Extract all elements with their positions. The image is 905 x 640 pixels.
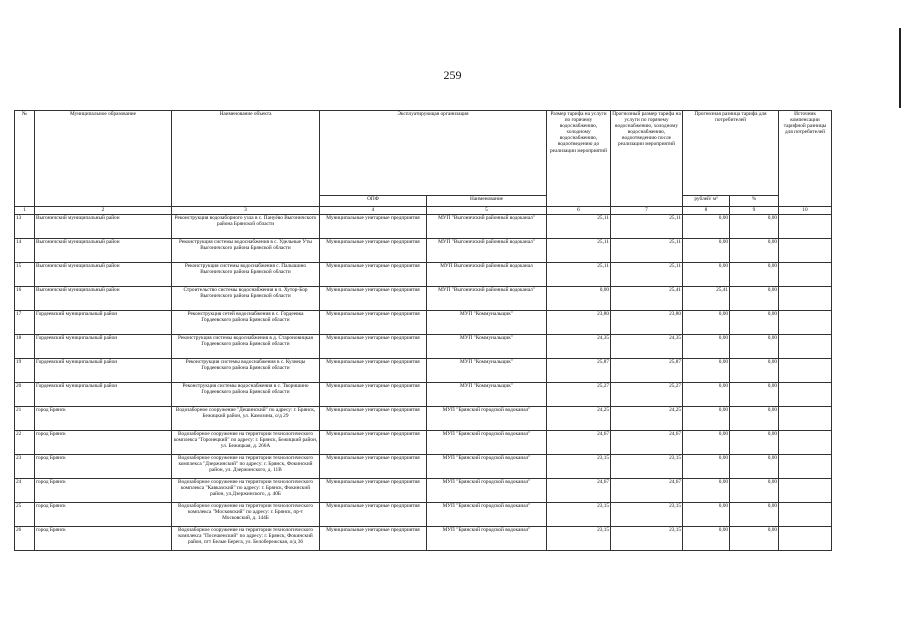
- scan-edge-mark: [899, 28, 901, 108]
- opf-cell: Муниципальные унитарные предприятия: [320, 503, 427, 527]
- municipality-cell: Гордеевский муниципальный район: [35, 359, 172, 383]
- table-row: [15, 383, 832, 407]
- table-row: [15, 335, 832, 359]
- header-forecast-size: Прогнозный размер тарифа на услуги по горячему водоснабжению, холодному водоснабжению, водоотведению после реализации мероприятий: [611, 111, 683, 207]
- percent-cell: 0,00: [730, 287, 779, 311]
- tariff-table: [14, 110, 832, 551]
- tariff-after-cell: 24,25: [611, 407, 683, 431]
- percent-cell: 0,00: [730, 311, 779, 335]
- organization-cell: МУП "Брянский городской водоканал": [427, 407, 547, 431]
- object-cell: Реконструкция системы водоснабжения в с. Удельные Уты Выгоничского района Брянской области: [172, 239, 320, 263]
- tariff-after-cell: 25,27: [611, 383, 683, 407]
- col-number: 10: [779, 207, 832, 215]
- percent-cell: 0,00: [730, 407, 779, 431]
- header-object: Наименование объекта: [172, 111, 320, 207]
- object-cell: Реконструкция системы водоснабжения в с. Кузнецы Гордеевского района Брянской области: [172, 359, 320, 383]
- tariff-after-cell: 25,11: [611, 239, 683, 263]
- object-cell: Водозаборное сооружение на территории технологического комплекса "Посешенский" по адресу: г. Брянск, Фокинский район, пгт Белые Берега, ул. Белобережская, о/д 36: [172, 527, 320, 551]
- organization-cell: МУП "Выгоничский районный водоканал": [427, 215, 547, 239]
- municipality-cell: Гордеевский муниципальный район: [35, 383, 172, 407]
- object-cell: Реконструкция системы водоснабжения в д. Староновицкая Гордеевского района Брянской области: [172, 335, 320, 359]
- row-number: 21: [15, 407, 35, 431]
- header-forecast-diff: Прогнозная разница тарифа для потребителей: [683, 111, 779, 196]
- tariff-before-cell: 25,11: [547, 263, 611, 287]
- diff-cell: 0,00: [683, 455, 730, 479]
- header-num: №: [15, 111, 35, 207]
- object-cell: Водозаборное сооружение на территории технологического комплекса "Дзержинский" по адресу: г. Брянск, Фокинский район, ул. Дзержинского, д. 11В: [172, 455, 320, 479]
- table-row: [15, 431, 832, 455]
- tariff-before-cell: 25,11: [547, 215, 611, 239]
- row-number: 17: [15, 311, 35, 335]
- source-cell: [779, 479, 832, 503]
- tariff-before-cell: 24,35: [547, 335, 611, 359]
- table-body: [15, 215, 832, 551]
- percent-cell: 0,00: [730, 359, 779, 383]
- table-row: [15, 215, 832, 239]
- opf-cell: Муниципальные унитарные предприятия: [320, 383, 427, 407]
- table-row: [15, 311, 832, 335]
- object-cell: Реконструкция сетей водоснабжения в с. Гордеевка Гордеевского района Брянской области: [172, 311, 320, 335]
- organization-cell: МУП "Брянский городской водоканал": [427, 455, 547, 479]
- diff-cell: 0,00: [683, 431, 730, 455]
- source-cell: [779, 431, 832, 455]
- col-number: 2: [35, 207, 172, 215]
- tariff-after-cell: 23,15: [611, 527, 683, 551]
- table-row: [15, 455, 832, 479]
- organization-cell: МУП "Брянский городской водоканал": [427, 503, 547, 527]
- row-number: 25: [15, 503, 35, 527]
- source-cell: [779, 359, 832, 383]
- tariff-after-cell: 23,80: [611, 311, 683, 335]
- tariff-before-cell: 23,15: [547, 455, 611, 479]
- header-municipality: Муниципальное образование: [35, 111, 172, 207]
- col-number: 6: [547, 207, 611, 215]
- municipality-cell: город Брянск: [35, 479, 172, 503]
- object-cell: Реконструкция системы водоснабжения с. Палышино Выгоничского района Брянской области: [172, 263, 320, 287]
- table-row: [15, 359, 832, 383]
- diff-cell: 0,00: [683, 503, 730, 527]
- percent-cell: 0,00: [730, 527, 779, 551]
- diff-cell: 0,00: [683, 479, 730, 503]
- row-number: 24: [15, 479, 35, 503]
- diff-cell: 0,00: [683, 335, 730, 359]
- row-number: 16: [15, 287, 35, 311]
- opf-cell: Муниципальные унитарные предприятия: [320, 407, 427, 431]
- opf-cell: Муниципальные унитарные предприятия: [320, 335, 427, 359]
- organization-cell: МУП "Коммунальщик": [427, 383, 547, 407]
- tariff-after-cell: 25,41: [611, 287, 683, 311]
- row-number: 20: [15, 383, 35, 407]
- opf-cell: Муниципальные унитарные предприятия: [320, 359, 427, 383]
- col-number: 1: [15, 207, 35, 215]
- tariff-before-cell: 23,15: [547, 527, 611, 551]
- row-number: 26: [15, 527, 35, 551]
- tariff-before-cell: 24,67: [547, 479, 611, 503]
- percent-cell: 0,00: [730, 503, 779, 527]
- col-number: 5: [427, 207, 547, 215]
- opf-cell: Муниципальные унитарные предприятия: [320, 455, 427, 479]
- table-row: [15, 479, 832, 503]
- source-cell: [779, 503, 832, 527]
- diff-cell: 0,00: [683, 239, 730, 263]
- organization-cell: МУП "Коммунальщик": [427, 359, 547, 383]
- tariff-after-cell: 24,67: [611, 479, 683, 503]
- diff-cell: 0,00: [683, 383, 730, 407]
- municipality-cell: Выгоничский муниципальный район: [35, 263, 172, 287]
- source-cell: [779, 455, 832, 479]
- row-number: 14: [15, 239, 35, 263]
- tariff-after-cell: 23,15: [611, 503, 683, 527]
- column-number-row: [15, 207, 832, 215]
- organization-cell: МУП Выгоничский районный водоканал: [427, 263, 547, 287]
- opf-cell: Муниципальные унитарные предприятия: [320, 431, 427, 455]
- tariff-before-cell: 25,11: [547, 239, 611, 263]
- opf-cell: Муниципальные унитарные предприятия: [320, 263, 427, 287]
- opf-cell: Муниципальные унитарные предприятия: [320, 239, 427, 263]
- tariff-before-cell: 23,15: [547, 503, 611, 527]
- col-number: 4: [320, 207, 427, 215]
- percent-cell: 0,00: [730, 383, 779, 407]
- header-operator: Эксплуатирующая организация: [320, 111, 547, 196]
- municipality-cell: Выгоничский муниципальный район: [35, 215, 172, 239]
- page-number: 259: [443, 68, 462, 82]
- municipality-cell: Выгоничский муниципальный район: [35, 239, 172, 263]
- object-cell: Водозаборное сооружение на территории технологического комплекса "Московский" по адресу: г. Брянск, пр-т Московский, д. 144Б: [172, 503, 320, 527]
- tariff-after-cell: 25,11: [611, 263, 683, 287]
- percent-cell: 0,00: [730, 335, 779, 359]
- diff-cell: 0,00: [683, 263, 730, 287]
- organization-cell: МУП "Выгоничский районный водоканал": [427, 287, 547, 311]
- header-tariff-size: Размер тарифа на услуги по горячему водоснабжению, холодному водоснабжению, водоотведению до реализации мероприятий: [547, 111, 611, 207]
- source-cell: [779, 215, 832, 239]
- organization-cell: МУП "Брянский городской водоканал": [427, 431, 547, 455]
- table-row: [15, 263, 832, 287]
- organization-cell: МУП "Выгоничский районный водоканал": [427, 239, 547, 263]
- tariff-before-cell: 24,67: [547, 431, 611, 455]
- header-source: Источник компенсации тарифной разницы для потребителей: [779, 111, 832, 207]
- col-number: 9: [730, 207, 779, 215]
- municipality-cell: город Брянск: [35, 503, 172, 527]
- row-number: 22: [15, 431, 35, 455]
- table-row: [15, 239, 832, 263]
- tariff-before-cell: 23,80: [547, 311, 611, 335]
- table-row: [15, 527, 832, 551]
- percent-cell: 0,00: [730, 263, 779, 287]
- header-opf: ОПФ: [320, 196, 427, 207]
- opf-cell: Муниципальные унитарные предприятия: [320, 479, 427, 503]
- municipality-cell: город Брянск: [35, 527, 172, 551]
- source-cell: [779, 335, 832, 359]
- tariff-after-cell: 25,87: [611, 359, 683, 383]
- tariff-after-cell: 24,35: [611, 335, 683, 359]
- object-cell: Водозаборное сооружение "Дешинский" по адресу: г. Брянск, Бежицкий район, ул. Камозина, о/д 29: [172, 407, 320, 431]
- opf-cell: Муниципальные унитарные предприятия: [320, 311, 427, 335]
- organization-cell: МУП "Брянский городской водоканал": [427, 479, 547, 503]
- municipality-cell: Выгоничский муниципальный район: [35, 287, 172, 311]
- source-cell: [779, 383, 832, 407]
- organization-cell: МУП "Брянский городской водоканал": [427, 527, 547, 551]
- col-number: 8: [683, 207, 730, 215]
- tariff-after-cell: 25,11: [611, 215, 683, 239]
- diff-cell: 0,00: [683, 407, 730, 431]
- diff-cell: 0,00: [683, 359, 730, 383]
- diff-cell: 0,00: [683, 215, 730, 239]
- percent-cell: 0,00: [730, 239, 779, 263]
- tariff-after-cell: 24,67: [611, 431, 683, 455]
- diff-cell: 0,00: [683, 311, 730, 335]
- table-row: [15, 287, 832, 311]
- opf-cell: Муниципальные унитарные предприятия: [320, 527, 427, 551]
- table-row: [15, 503, 832, 527]
- table-row: [15, 407, 832, 431]
- tariff-before-cell: 25,87: [547, 359, 611, 383]
- municipality-cell: город Брянск: [35, 407, 172, 431]
- municipality-cell: Гордеевский муниципальный район: [35, 335, 172, 359]
- tariff-before-cell: 25,27: [547, 383, 611, 407]
- source-cell: [779, 263, 832, 287]
- row-number: 15: [15, 263, 35, 287]
- header-percent: %: [730, 196, 779, 207]
- opf-cell: Муниципальные унитарные предприятия: [320, 215, 427, 239]
- opf-cell: Муниципальные унитарные предприятия: [320, 287, 427, 311]
- object-cell: Реконструкция водозаборного узла в с. Пануёво Выгоничского района Брянской области: [172, 215, 320, 239]
- percent-cell: 0,00: [730, 479, 779, 503]
- municipality-cell: город Брянск: [35, 455, 172, 479]
- organization-cell: МУП "Коммунальщик": [427, 335, 547, 359]
- row-number: 19: [15, 359, 35, 383]
- col-number: 3: [172, 207, 320, 215]
- header-row: [15, 111, 832, 196]
- header-name: Наименование: [427, 196, 547, 207]
- source-cell: [779, 407, 832, 431]
- tariff-before-cell: 0,00: [547, 287, 611, 311]
- organization-cell: МУП "Коммунальщик": [427, 311, 547, 335]
- row-number: 23: [15, 455, 35, 479]
- object-cell: Строительство системы водоснабжения в п. Хутор-Бор Выгоничского района Брянской области: [172, 287, 320, 311]
- object-cell: Реконструкция системы водоснабжения в с. Творишино Гордеевского района Брянской области: [172, 383, 320, 407]
- source-cell: [779, 239, 832, 263]
- source-cell: [779, 287, 832, 311]
- col-number: 7: [611, 207, 683, 215]
- percent-cell: 0,00: [730, 215, 779, 239]
- row-number: 18: [15, 335, 35, 359]
- municipality-cell: город Брянск: [35, 431, 172, 455]
- object-cell: Водозаборное сооружение на территории технологического комплекса "Кавказский" по адресу: г. Брянск, Фокинский район, ул.Дзержинского, д. 40Б: [172, 479, 320, 503]
- row-number: 13: [15, 215, 35, 239]
- tariff-before-cell: 24,25: [547, 407, 611, 431]
- object-cell: Водозаборное сооружение на территории технологического комплекса "Горонецкий" по адресу: г. Брянск, Бежицкий район, ул. Бежицкая, д. 266А: [172, 431, 320, 455]
- municipality-cell: Гордеевский муниципальный район: [35, 311, 172, 335]
- diff-cell: 25,41: [683, 287, 730, 311]
- source-cell: [779, 311, 832, 335]
- diff-cell: 0,00: [683, 527, 730, 551]
- percent-cell: 0,00: [730, 455, 779, 479]
- tariff-after-cell: 23,15: [611, 455, 683, 479]
- header-diff-unit: рублей/ м³: [683, 196, 730, 207]
- percent-cell: 0,00: [730, 431, 779, 455]
- source-cell: [779, 527, 832, 551]
